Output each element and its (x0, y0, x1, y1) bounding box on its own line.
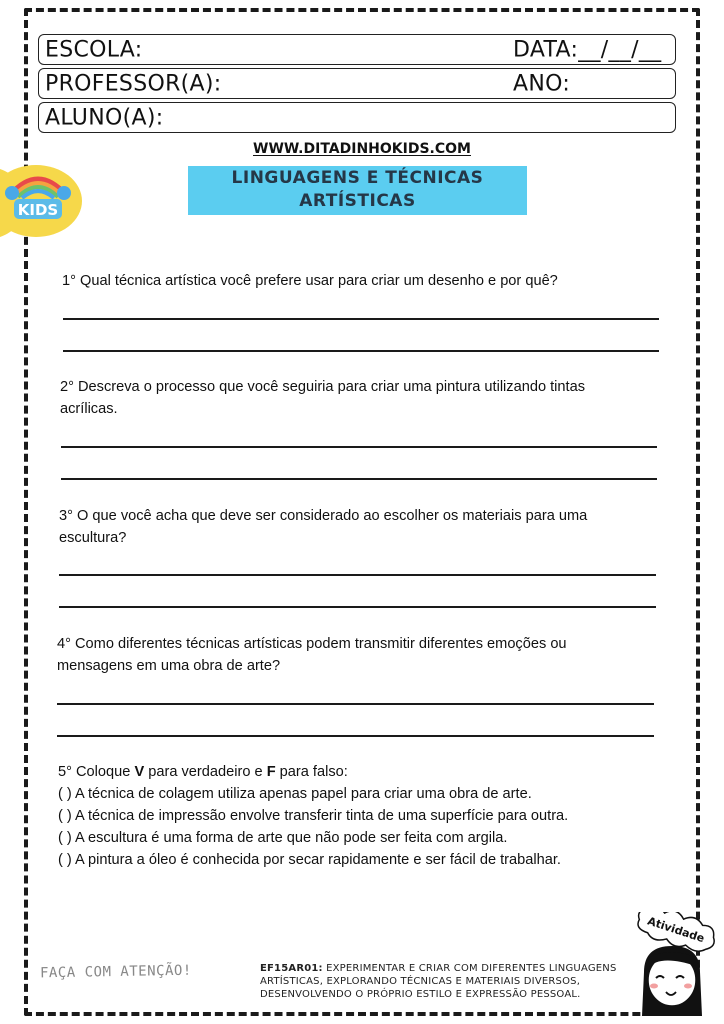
answer-line (61, 446, 657, 448)
question-4-line-2: mensagens em uma obra de arte? (57, 658, 281, 674)
bncc-skill (260, 962, 630, 1001)
teacher-year-box (38, 68, 676, 99)
school-date-box (38, 34, 676, 65)
answer-line (57, 703, 654, 705)
answer-line (61, 478, 657, 480)
student-label: ALUNO(A): (45, 105, 164, 130)
kids-logo (0, 165, 82, 239)
title-line-1: LINGUAGENS E TÉCNICAS (231, 168, 484, 188)
question-2-line-2: acrílicas. (60, 401, 118, 417)
false-letter: F (266, 764, 276, 780)
true-letter: V (134, 764, 145, 780)
date-label: DATA:__/__/__ (513, 37, 662, 62)
question-3-line-1: 3° O que você acha que deve ser considerado ao escolher os materiais para uma (59, 508, 588, 524)
true-false-option-3: ( ) A escultura é uma forma de arte que não pode ser feita com argila. (58, 830, 508, 846)
skill-code: EF15AR01: (260, 963, 323, 974)
true-false-option-2: ( ) A técnica de impressão envolve transferir tinta de uma superfície para outra. (58, 808, 569, 824)
question-3-line-2: escultura? (59, 530, 127, 546)
answer-line (63, 350, 659, 352)
question-1: 1° Qual técnica artística você prefere usar para criar um desenho e por quê? (62, 273, 558, 289)
year-label: ANO: (513, 71, 571, 96)
true-false-option-4: ( ) A pintura a óleo é conhecida por secar rapidamente e ser fácil de trabalhar. (58, 852, 561, 868)
question-5: 5° Coloque V para verdadeiro e F para falso: (58, 764, 348, 780)
question-4-line-1: 4° Como diferentes técnicas artísticas podem transmitir diferentes emoções ou (57, 636, 567, 652)
teacher-label: PROFESSOR(A): (45, 71, 222, 96)
skill-text: EXPERIMENTAR E CRIAR COM DIFERENTES LINGUAGENS ARTÍSTICAS, EXPLORANDO TÉCNICAS E MATERIAIS DIVERSOS, DESENVOLVENDO O PRÓPRIO ESTILO E EXPRESSÃO PESSOAL. (260, 963, 617, 1000)
true-false-option-1: ( ) A técnica de colagem utiliza apenas papel para criar uma obra de arte. (58, 786, 532, 802)
website-url: WWW.DITADINHOKIDS.COM (253, 141, 471, 157)
attention-note: FAÇA COM ATENÇÃO! (39, 962, 192, 982)
worksheet-title (188, 166, 527, 215)
girl-mascot-illustration (630, 912, 722, 1020)
student-box (38, 102, 676, 133)
activity-badge: Atividade (645, 914, 707, 946)
logo-text: KIDS (17, 201, 59, 219)
answer-line (63, 318, 659, 320)
school-label: ESCOLA: (45, 37, 143, 62)
question-2-line-1: 2° Descreva o processo que você seguiria para criar uma pintura utilizando tintas (60, 379, 585, 395)
answer-line (59, 606, 656, 608)
answer-line (59, 574, 656, 576)
title-line-2: ARTÍSTICAS (299, 191, 416, 211)
answer-line (57, 735, 654, 737)
